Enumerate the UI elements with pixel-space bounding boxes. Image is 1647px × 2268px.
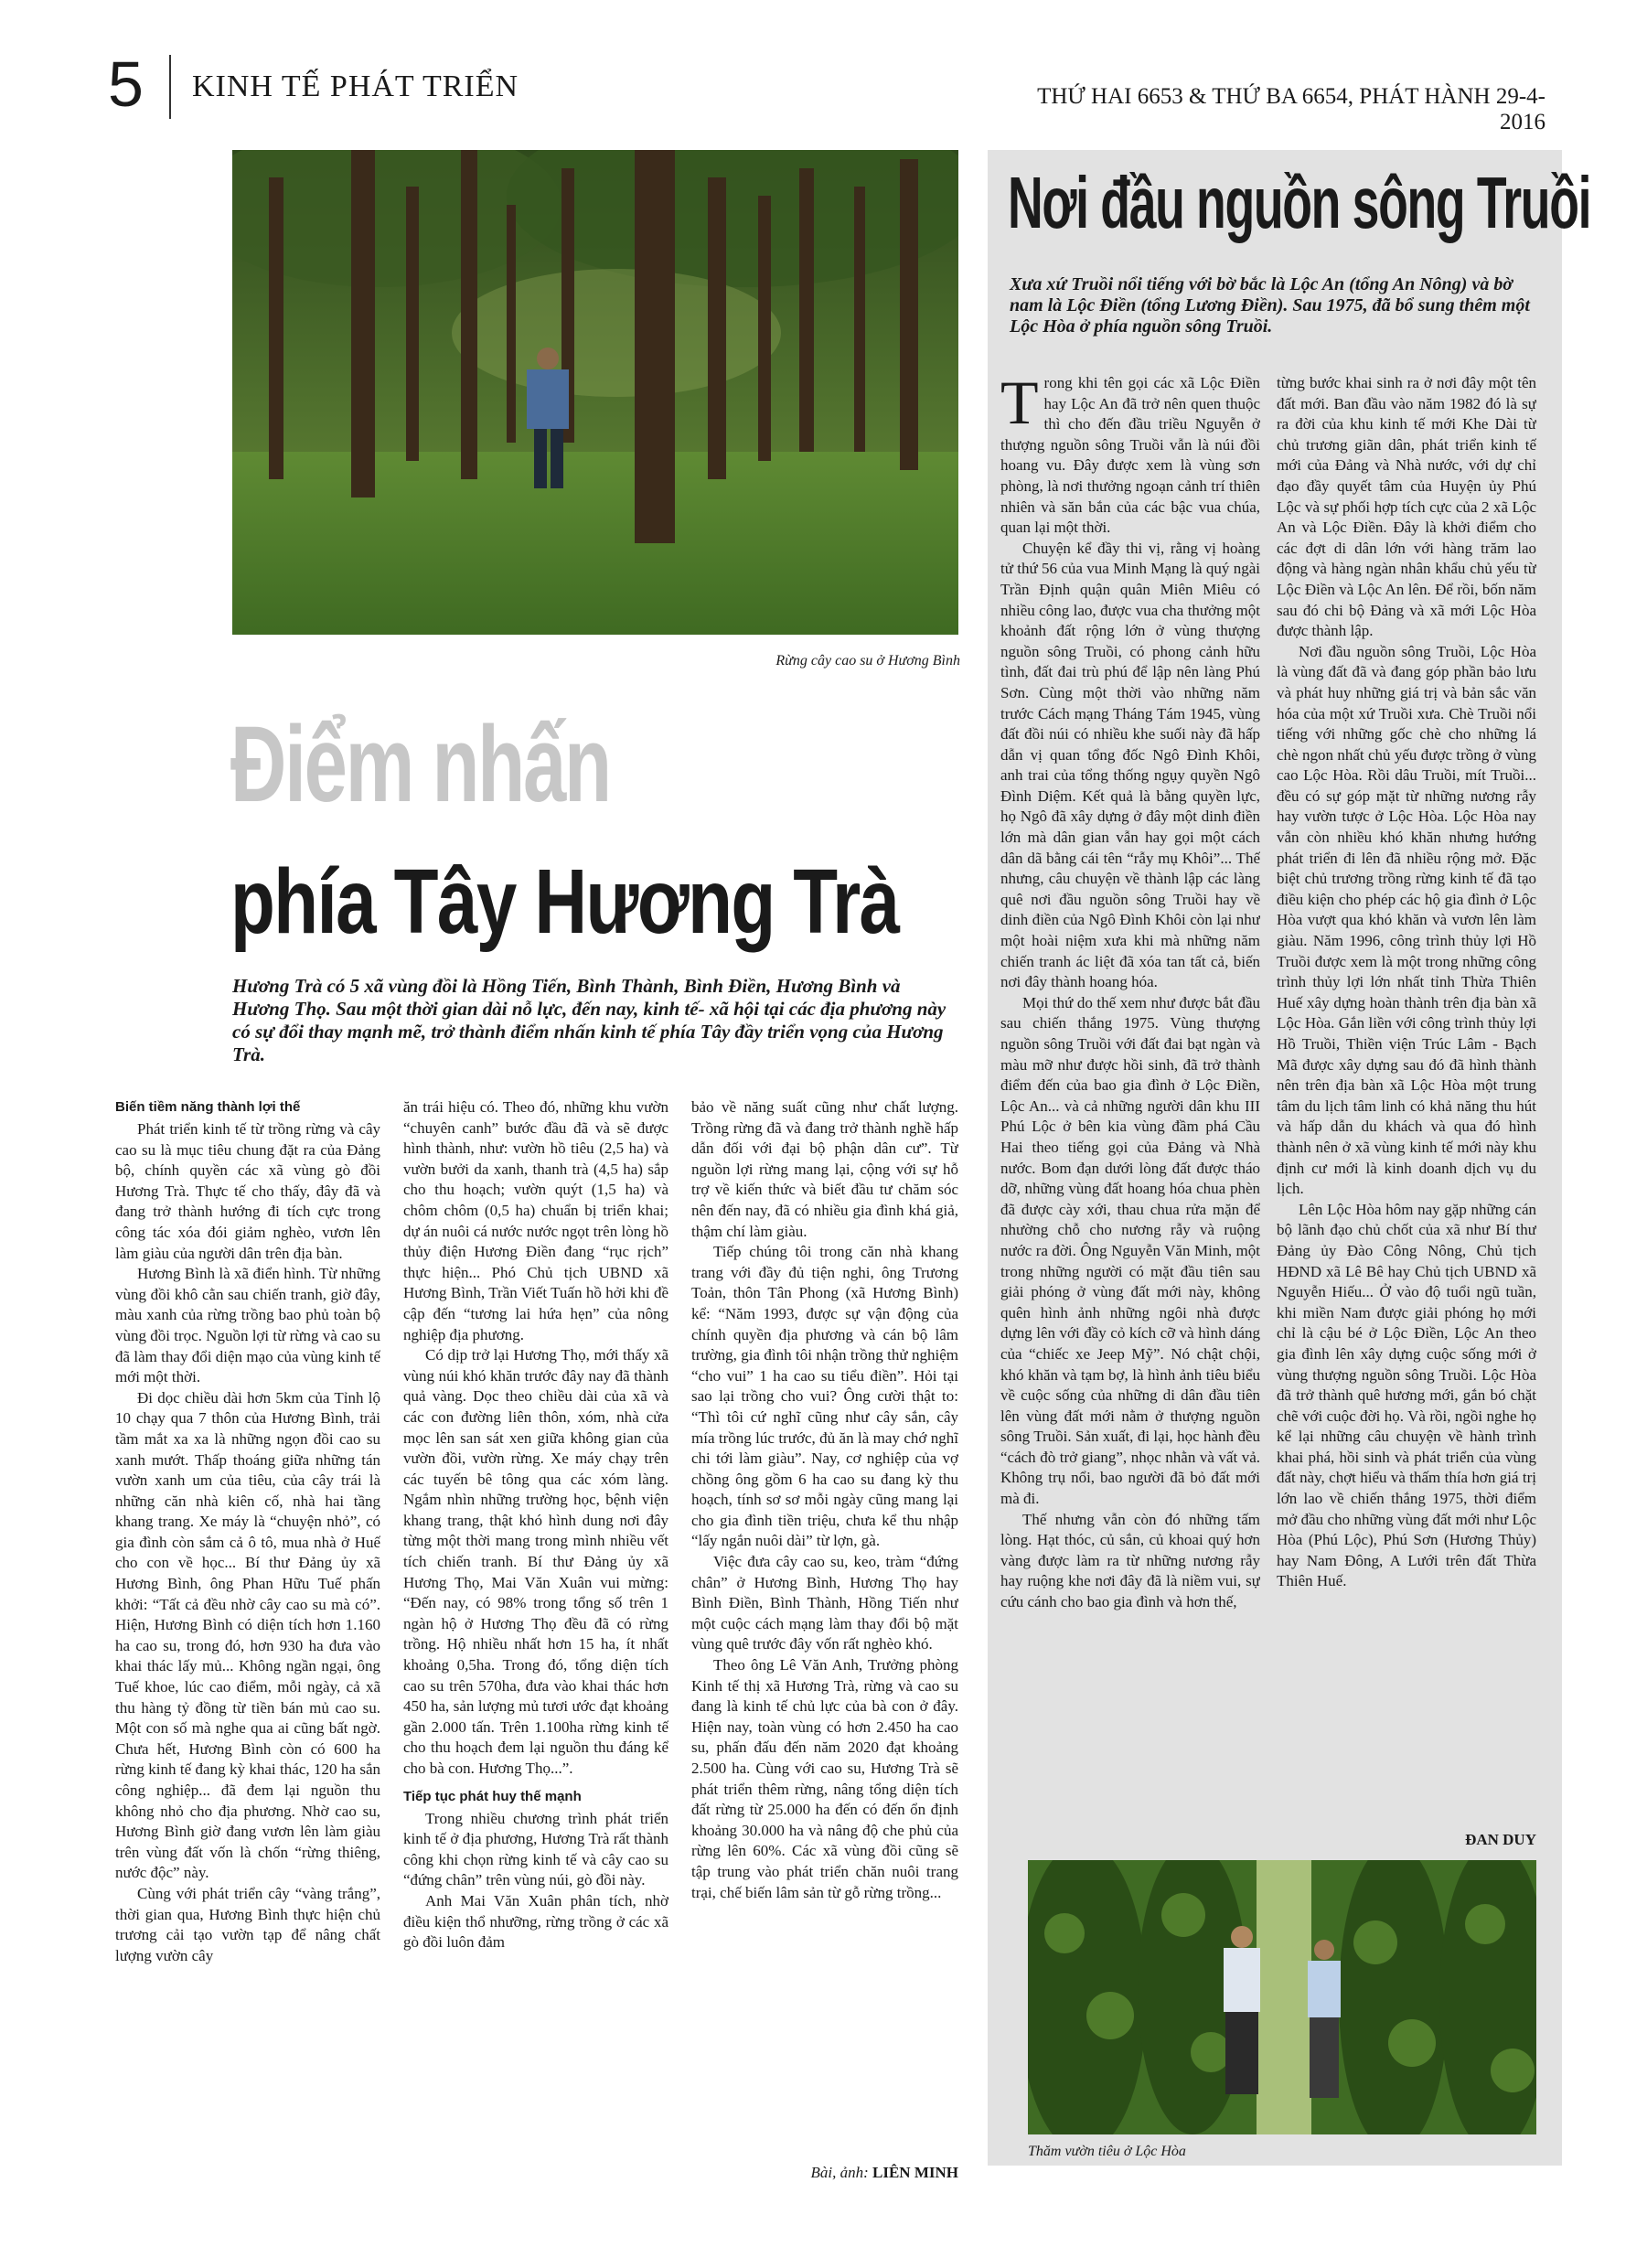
article-column-3 bbox=[691, 1097, 958, 2167]
paragraph: Cùng với phát triển cây “vàng trắng”, thời gian qua, Hương Bình thực hiện chủ trương cải tạo vườn tạp để nâng chất lượng vườn cây bbox=[115, 1884, 380, 1964]
article-byline bbox=[750, 2164, 958, 2182]
paragraph: Mọi thứ do thế xem như được bắt đầu sau chiến thắng 1975. Vùng thượng nguồn sông Truồi với đất đai bạt ngàn và màu mỡ như được hồi sinh, đã trở thành điểm đến của bao gia đình ở Lộc Điền, Lộc An... và cả những người dân khu III Phú Lộc ở bên kia vùng đầm phá Cầu Hai theo tiếng gọi của Đảng và Nhà nước. Bom đạn dưới lòng đất được tháo dỡ, những vùng đất hoang hóa chua phèn đã được cày xới, thau chua rửa mặn để nhường chỗ cho nương rẫy và ruộng nước ra đời. Ông Nguyễn Văn Minh, một trong những người có mặt đầu tiên sau giải phóng ở vùng đất mới này, không quên hình ảnh những ngôi nhà được dựng lên với đầy cỏ kích cỡ và hình dáng của “chiếc xe Jeep Mỹ”. Nó chật chội, khó khăn và tạm bợ, là hình ảnh tiêu biểu về cuộc sống của những di dân đầu tiên lên vùng đất mới nằm ở thượng nguồn sông Truồi. Sản xuất, đi lại, học hành đều “cách đò trở giang”, nhọc nhằn và vất vả. Không trụ nổi, bao người đã bỏ đất mới mà đi. bbox=[1000, 993, 1260, 1508]
pepper-photo-caption: Thăm vườn tiêu ở Lộc Hòa bbox=[1028, 2144, 1186, 2159]
byline-label: Bài, ảnh: bbox=[810, 2164, 869, 2181]
headline-line-2: phía Tây Hương Trà bbox=[230, 850, 899, 953]
paragraph: Trong nhiều chương trình phát triển kinh tế ở địa phương, Hương Trà rất thành công khi chọn rừng kinh tế và cây cao su “đứng chân” trên vùng núi, gò đồi này. bbox=[403, 1809, 668, 1889]
drop-cap: T bbox=[1000, 373, 1039, 437]
page-number: 5 bbox=[108, 48, 144, 120]
paragraph: từng bước khai sinh ra ở nơi đây một tên đất mới. Ban đầu vào năm 1982 đó là sự ra đời của khu kinh tế mới Khe Dài từ chủ trương giãn dân, phát triển kinh tế mới của Đảng và Nhà nước, với dự chỉ đạo đầy quyết tâm của Huyện ủy Phú Lộc và sự phối hợp tích cực của 2 xã Lộc An và Lộc Điền. Đây là khởi điểm cho các đợt di dân lớn với hàng trăm lao động và hàng ngàn nhân khẩu chủ yếu từ Lộc Điền và Lộc An lên. Để rồi, bốn năm sau đó chi bộ Đảng và xã mới Lộc Hòa được thành lập. bbox=[1277, 374, 1536, 640]
paragraph: Anh Mai Văn Xuân phân tích, nhờ điều kiện thổ nhưỡng, rừng trồng ở các xã gò đồi luôn đảm bbox=[403, 1891, 668, 1952]
paragraph: Việc đưa cây cao su, keo, tràm “đứng chân” ở Hương Bình, Hương Thọ hay Bình Điền, Bình Thành, Hồng Tiến như một cuộc cách mạng làm thay đổi bộ mặt vùng quê trước đây vốn rất nghèo khó. bbox=[691, 1553, 958, 1653]
subheading: Tiếp tục phát huy thế mạnh bbox=[403, 1788, 582, 1804]
article-lede: Hương Trà có 5 xã vùng đồi là Hồng Tiến, Bình Thành, Bình Điền, Hương Bình và Hương Thọ. Sau một thời gian dài nỗ lực, đến nay, kinh tế- xã hội tại các địa phương này có sự đổi thay mạnh mẽ, trở thành điểm nhấn kinh tế phía Tây đầy triển vọng của Hương Trà. bbox=[232, 975, 946, 1065]
paragraph: rong khi tên gọi các xã Lộc Điền hay Lộc An đã trở nên quen thuộc thì cho đến đầu triều Nguyễn ở thượng nguồn sông Truồi vẫn là núi đồi hoang vu. Đây được xem là vùng sơn phòng, là nơi thưởng ngoạn cảnh trí thiên nhiên và săn bắn của các bậc vua chúa, quan lại một thời. bbox=[1000, 374, 1260, 537]
paragraph: Tiếp chúng tôi trong căn nhà khang trang với đầy đủ tiện nghi, ông Trương Toản, thôn Tân Phong (xã Hương Bình) kể: “Năm 1993, được sự vận động của chính quyền địa phương và cán bộ lâm trường, gia đình tôi nhận trồng thử nghiệm “cho vui” 1 ha cao su tiểu điền”. Hỏi tại sao lại trồng cho vui? Ông cười thật to: “Thì tôi cứ nghĩ cũng như cây sắn, cây mía trồng lúc trước, đủ ăn là may chớ nghĩ chi tới làm giàu”. Nay, cơ nghiệp của vợ chồng ông gồm 6 ha cao su đang kỳ thu hoạch, tính sơ sơ mỗi ngày cũng mang lại cho gia đình tiền triệu, chưa kể thu nhập “lấy ngắn nuôi dài” từ lợn, gà. bbox=[691, 1243, 958, 1550]
article-column-1 bbox=[115, 1097, 380, 2186]
paragraph: Chuyện kể đầy thi vị, rằng vị hoàng tử thứ 56 của vua Minh Mạng là quý ngài Trần Định quận quân Miên Miêu có nhiều công lao, được vua cha thưởng một khoảnh đất rộng lớn ở vùng thượng nguồn sông Truồi, có phong cảnh hữu tình, đất đai trù phú để lập nên làng Phú Sơn. Cùng một thời vào những năm trước Cách mạng Tháng Tám 1945, vùng đất đồi núi có nhiều khe suối này đã hấp dẫn vị quan tổng đốc Ngô Đình Khôi, anh trai của tổng thống ngụy quyền Ngô Đình Diệm. Kết quả là bằng quyền lực, họ Ngô đã xây dựng ở đây một dinh điền lớn mà dân gian vẫn hay gọi một cách dân dã bằng cái tên “rẫy mụ Khôi”... Thế nhưng, câu chuyện về thành lập các làng quê nơi đầu nguồn sông Truồi hay về dinh điền của Ngô Đình Khôi còn lại như một hoài niệm xưa khi mà những năm chiến tranh ác liệt đã xóa tan tất cả, biến nơi đây thành hoang hóa. bbox=[1000, 539, 1260, 991]
paragraph: Thế nhưng vẫn còn đó những tấm lòng. Hạt thóc, củ sắn, củ khoai quý hơn vàng được làm ra từ những nương rẫy hay ruộng khe nơi đây đã là niềm vui, sự cứu cánh cho bao gia đình và hơn thế, bbox=[1000, 1510, 1260, 1611]
header-divider bbox=[169, 55, 171, 119]
pepper-garden-photo bbox=[1028, 1860, 1536, 2134]
subheading: Biến tiềm năng thành lợi thế bbox=[115, 1099, 301, 1115]
paragraph: Phát triển kinh tế từ trồng rừng và cây cao su là mục tiêu chung đặt ra của Đảng bộ, chính quyền các xã vùng gò đồi Hương Trà. Thực tế cho thấy, đây đã và đang trở thành hướng đi tích cực trong công tác xóa đói giảm nghèo, vươn lên làm giàu của người dân trên địa bàn. bbox=[115, 1120, 380, 1262]
sidebar-author: ĐAN DUY bbox=[1465, 1831, 1536, 1848]
paragraph: Lên Lộc Hòa hôm nay gặp những cán bộ lãnh đạo chủ chốt của xã như Bí thư Đảng ủy Đào Công Nông, Chủ tịch HĐND xã Lê Bê hay Chủ tịch UBND xã Nguyễn Hiếu... Ở vào độ tuổi ngũ tuần, khi miền Nam được giải phóng họ mới chỉ là cậu bé ở Lộc Điền, Lộc An theo gia đình lên xây dựng cuộc sống mới ở vùng thượng nguồn sông Truồi. Lộc Hòa đã trở thành quê hương mới, gắn bó chặt chẽ với cuộc đời họ. Và rồi, ngồi nghe họ kể lại những câu chuyện về hành trình khai phá, hồi sinh và phát triển của vùng đất này, chợt hiểu và thấm thía hơn giá trị lớn lao về chiến thắng 1975, thời điểm mở đầu cho những vùng đất mới như Lộc Hòa (Phú Lộc), Phú Sơn (Hương Thủy) hay Nam Đông, A Lưới trên đất Thừa Thiên Huế. bbox=[1277, 1200, 1536, 1590]
section-title: KINH TẾ PHÁT TRIỂN bbox=[192, 70, 519, 103]
article-column-2 bbox=[403, 1097, 668, 2186]
paragraph: Theo ông Lê Văn Anh, Trưởng phòng Kinh tế thị xã Hương Trà, rừng và cao su đang là kinh tế chủ lực của bà con ở đây. Hiện nay, toàn vùng có hơn 2.450 ha cao su, phấn đấu đến năm 2020 đạt khoảng 2.500 ha. Cùng với cao su, Hương Trà sẽ phát triển thêm rừng, nâng tổng diện tích đất rừng từ 25.000 ha đến có đến ổn định khoảng 30.000 ha và nâng độ che phủ của rừng lên 60%. Các xã vùng đồi cũng sẽ tập trung vào phát triển chăn nuôi trang trại, chế biến lâm sản từ gỗ rừng trồng... bbox=[691, 1656, 958, 1901]
sidebar-headline: Nơi đầu nguồn sông Truồi bbox=[1008, 162, 1591, 243]
paragraph: Có dịp trở lại Hương Thọ, mới thấy xã vùng núi khó khăn trước đây nay đã thành quả vàng. Dọc theo chiều dài của xã và các con đường liên thôn, xóm, nhà cửa mọc lên san sát xen giữa không gian của vườn đồi, vườn rừng. Xe máy chạy trên các tuyến bê tông qua các xóm làng. Ngắm nhìn những trường học, bệnh viện khang trang, thật khó hình dung nơi đây từng một thời mang trong mình nhiều vết tích chiến tranh. Bí thư Đảng ủy xã Hương Thọ, Mai Văn Xuân vui mừng: “Đến nay, có 98% trong tổng số trên 1 ngàn hộ ở Hương Thọ đều đã có rừng trồng. Hộ nhiều nhất hơn 15 ha, ít nhất khoảng 0,5ha. Trong đó, tổng diện tích cao su trên 570ha, đưa vào khai thác hơn 450 ha, sản lượng mủ tươi ước đạt khoảng gần 2.000 tấn. Trên 1.100ha rừng kinh tế cho thu hoạch đem lại nguồn thu đáng kể cho bà con. Hương Thọ...”. bbox=[403, 1346, 668, 1777]
sidebar-lede: Xưa xứ Truồi nổi tiếng với bờ bắc là Lộc An (tổng An Nông) và bờ nam là Lộc Điền (tổng Lương Điền). Sau 1975, đã bổ sung thêm một Lộc Hòa ở phía nguồn sông Truồi. bbox=[1010, 274, 1530, 337]
paragraph: Nơi đầu nguồn sông Truồi, Lộc Hòa là vùng đất đã và đang góp phần bảo lưu và phát huy những giá trị và bản sắc văn hóa của một xứ Truồi xưa. Chè Truồi nổi tiếng với những gốc chè cho những lá chè ngon nhất chủ yếu được trồng ở vùng cao Lộc Hòa. Rồi dâu Truồi, mít Truồi... đều có sự góp mặt từ những nương rẫy hay vườn tược ở Lộc Hòa. Lộc Hòa nay vẫn còn nhiều khó khăn nhưng hướng phát triển đi lên đã nhiều rộng mở. Đặc biệt chủ trương trồng rừng kinh tế đã tạo điều kiện cho phép các hộ gia đình ở Lộc Hòa vượt qua khó khăn và vươn lên làm giàu. Năm 1996, công trình thủy lợi Hồ Truồi được xem là một trong những công trình thủy lợi lớn nhất tỉnh Thừa Thiên Huế xây dựng hoàn thành trên địa bàn xã Lộc Hòa. Gắn liền với công trình thủy lợi Hồ Truồi, Thiền viện Trúc Lâm - Bạch Mã được xây dựng sau đó đã hình thành nên trên địa bàn xã Lộc Hòa một trung tâm du lịch tâm linh có khả năng thu hút và hấp dẫn du khách và qua đó hình thành nên ở xã vùng kinh tế mới này khu định cư mới là kinh doanh dịch vụ du lịch. bbox=[1277, 642, 1536, 1198]
paragraph: Hương Bình là xã điển hình. Từ những vùng đồi khô cằn sau chiến tranh, giờ đây, màu xanh của rừng trồng bao phủ toàn bộ vùng đồi trọc. Nguồn lợi từ rừng và cao su đã làm thay đổi diện mạo của vùng kinh tế mới một thời. bbox=[115, 1265, 380, 1386]
rubber-forest-photo bbox=[232, 150, 958, 635]
sidebar-column-2 bbox=[1277, 373, 1536, 1836]
paragraph: bảo về năng suất cũng như chất lượng. Trồng rừng đã và đang trở thành nghề hấp dẫn đối với đại bộ phận dân cư”. Từ nguồn lợi rừng mang lại, cộng với sự hỗ trợ về kiến thức và biết đầu tư chăm sóc nên đến nay, đã có nhiều gia đình khá giả, thậm chí làm giàu. bbox=[691, 1098, 958, 1240]
paragraph: Đi dọc chiều dài hơn 5km của Tỉnh lộ 10 chạy qua 7 thôn của Hương Bình, trải tầm mắt xa xa là những ngọn đồi cao su xanh mướt. Thấp thoáng giữa những tán vườn xanh um của tiêu, của cây trái là những căn nhà kiên cố, nhà hai tầng khang trang. Xe máy là “chuyện nhỏ”, có gia đình còn sắm cả ô tô, mua nhà ở Huế cho con về học... Bí thư Đảng ủy xã Hương Bình, ông Phan Hữu Tuế phấn khởi: “Tất cả đều nhờ cây cao su mà có”. Hiện, Hương Bình có diện tích hơn 1.160 ha cao su, trong đó, hơn 930 ha đưa vào khai thác lấy mủ... Không ngần ngại, ông Tuế khoe, lúc cao điểm, mỗi ngày, cả xã thu hàng tỷ đồng từ tiền bán mủ cao su. Một con số mà nghe qua ai cũng bất ngờ. Chưa hết, Hương Bình còn có 600 ha rừng kinh tế đang kỳ khai thác, 120 ha sắn công nghiệp... đã đem lại nguồn thu không nhỏ cho địa phương. Nhờ cao su, Hương Bình giờ đang vươn lên làm giàu trên vùng đất vốn là chốn “rừng thiêng, nước độc” này. bbox=[115, 1388, 380, 1882]
byline-name: LIÊN MINH bbox=[872, 2164, 958, 2181]
issue-info: THỨ HAI 6653 & THỨ BA 6654, PHÁT HÀNH 29-4-2016 bbox=[1037, 84, 1545, 134]
paragraph: ăn trái hiệu có. Theo đó, những khu vườn “chuyên canh” bước đầu đã và sẽ được hình thành, như: vườn hồ tiêu (2,5 ha) và vườn bưởi da xanh, thanh trà (4,5 ha) sắp cho thu hoạch; vườn quýt (1,5 ha) và chôm chôm (0,5 ha) chuẩn bị triển khai; dự án nuôi cá nước nước ngọt trên lòng hồ thủy điện Hương Điền đang “rục rịch” thực hiện... Phó Chủ tịch UBND xã Hương Bình, Trần Viết Tuấn hồ hởi khi đề cập đến “tương lai hứa hẹn” của nông nghiệp địa phương. bbox=[403, 1098, 668, 1343]
main-photo-caption: Rừng cây cao su ở Hương Bình bbox=[775, 653, 960, 669]
sidebar-column-1 bbox=[1000, 373, 1260, 1873]
headline-line-1: Điểm nhấn bbox=[230, 704, 610, 825]
